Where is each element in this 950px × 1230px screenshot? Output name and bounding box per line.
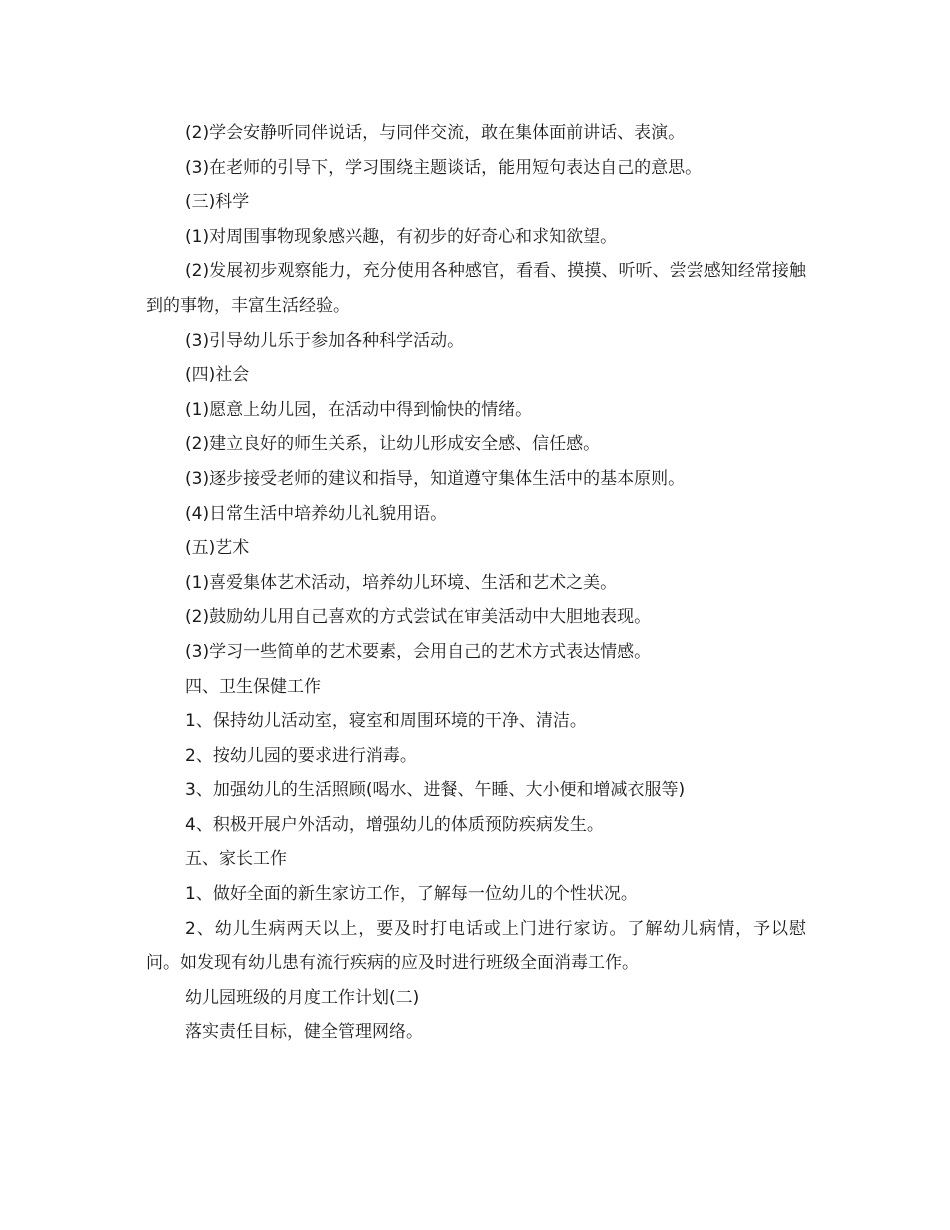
paragraph: (2)建立良好的师生关系，让幼儿形成安全感、信任感。 bbox=[185, 434, 601, 455]
section-heading: (五)艺术 bbox=[185, 538, 250, 559]
paragraph: 4、积极开展户外活动，增强幼儿的体质预防疾病发生。 bbox=[185, 814, 604, 835]
paragraph: (4)日常生活中培养幼儿礼貌用语。 bbox=[185, 503, 448, 524]
paragraph: (3)逐步接受老师的建议和指导，知道遵守集体生活中的基本原则。 bbox=[185, 468, 686, 489]
paragraph: (3)在老师的引导下，学习围绕主题谈话，能用短句表达自己的意思。 bbox=[185, 157, 703, 178]
paragraph: (2)发展初步观察能力，充分使用各种感官，看看、摸摸、听听、尝尝感知经常接触到的事物，丰富生活经验。 bbox=[146, 261, 806, 316]
paragraph: (2)学会安静听同伴说话，与同伴交流，敢在集体面前讲话、表演。 bbox=[185, 123, 686, 143]
paragraph: (2)鼓励幼儿用自己喜欢的方式尝试在审美活动中大胆地表现。 bbox=[185, 607, 652, 628]
paragraph: 3、加强幼儿的生活照顾(喝水、进餐、午睡、大小便和增减衣服等) bbox=[185, 780, 686, 801]
section-heading: (三)科学 bbox=[185, 192, 250, 213]
section-heading: (四)社会 bbox=[185, 365, 250, 386]
section-heading: 四、卫生保健工作 bbox=[185, 676, 321, 697]
paragraph: 2、幼儿生病两天以上，要及时打电话或上门进行家访。了解幼儿病情，予以慰问。如发现有幼儿患有流行疾病的应及时进行班级全面消毒工作。 bbox=[146, 918, 806, 974]
section-heading: 五、家长工作 bbox=[185, 849, 287, 870]
paragraph: (1)愿意上幼儿园，在活动中得到愉快的情绪。 bbox=[185, 399, 533, 420]
paragraph: 2、按幼儿园的要求进行消毒。 bbox=[185, 745, 417, 766]
paragraph: 1、做好全面的新生家访工作，了解每一位幼儿的个性状况。 bbox=[185, 884, 638, 905]
paragraph: (3)引导幼儿乐于参加各种科学活动。 bbox=[185, 330, 465, 351]
paragraph: (1)对周围事物现象感兴趣，有初步的好奇心和求知欲望。 bbox=[185, 226, 618, 247]
document-body bbox=[146, 116, 806, 1050]
document-subtitle: 幼儿园班级的月度工作计划(二) bbox=[185, 987, 420, 1008]
paragraph: (1)喜爱集体艺术活动，培养幼儿环境、生活和艺术之美。 bbox=[185, 572, 618, 593]
paragraph: 1、保持幼儿活动室，寝室和周围环境的干净、清洁。 bbox=[185, 711, 587, 732]
paragraph: (3)学习一些简单的艺术要素，会用自己的艺术方式表达情感。 bbox=[185, 641, 652, 662]
paragraph: 落实责任目标，健全管理网络。 bbox=[185, 1022, 423, 1043]
